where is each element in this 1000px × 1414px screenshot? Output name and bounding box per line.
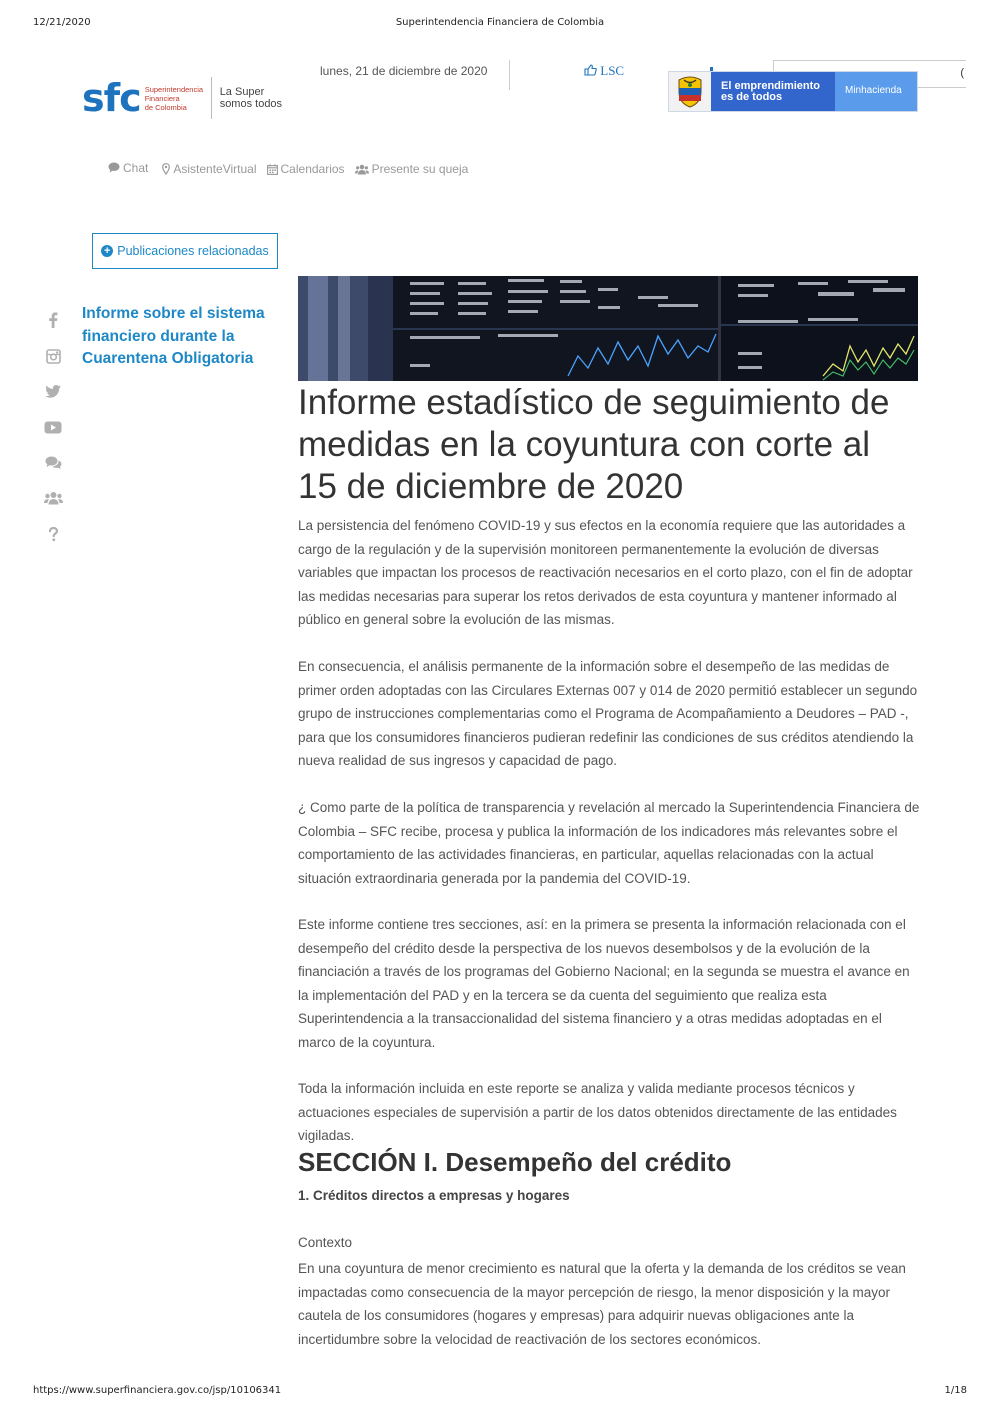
- paragraph-intro: La persistencia del fenómeno COVID-19 y sus efectos en la economía requiere que las autoridades a cargo de la regulación y de la supervisión monitoreen permanentemente la evolución de diversas variables que impactan los procesos de reactivación necesarios en el corto plazo, con el fin de adoptar las medidas necesarias para superar los retos derivados de esta coyuntura y mantener informado al público en general sobre la evolución de las mismas.: [298, 518, 913, 627]
- current-date: lunes, 21 de diciembre de 2020: [320, 64, 488, 78]
- logo-tagline-line-1: La Super: [219, 86, 265, 98]
- paragraph-consequence: En consecuencia, el análisis permanente de la información sobre el desempeño de las medidas de primer orden adoptadas con las Circulares Externas 007 y 014 de 2020 permitió establecer un segundo grupo de instrucciones complementarias como el Programa de Acompañamiento a Deudores – PAD -, para que los consumidores financieros pudieran redefinir las condiciones de sus créditos atendiendo la nueva realidad de sus ingresos y capacidad de pago.: [298, 659, 918, 768]
- logo-tagline-line-2: somos todos: [219, 98, 283, 110]
- gov-slogan-line-1: El emprendimiento: [721, 80, 821, 92]
- print-page-title: Superintendencia Financiera de Colombia: [395, 17, 605, 28]
- twitter-icon[interactable]: [42, 381, 64, 401]
- stock-ticker-banner-image: [298, 276, 918, 381]
- comments-icon[interactable]: [42, 453, 64, 473]
- paragraph-context: En una coyuntura de menor crecimiento es natural que la oferta y la demanda de los créditos se vean impactadas como consecuencia de la mayor percepción de riesgo, la menor disposición y la mayor cautela de los consumidores (hogares y empresas) para adquirir nuevas obligaciones ante la incertidumbre sobre la velocidad de reactivación de los sectores económicos.: [298, 1261, 906, 1347]
- logo-divider: [211, 77, 212, 119]
- users-icon: [355, 164, 369, 175]
- government-banner[interactable]: [668, 71, 918, 112]
- article-title: Informe estadístico de seguimiento de medidas en la coyuntura con corte al 15 de diciembre de 2020: [298, 383, 890, 506]
- complaint-link[interactable]: [355, 162, 469, 176]
- plus-circle-icon: +: [101, 245, 113, 257]
- print-url: https://www.superfinanciera.gov.co/jsp/10106341: [33, 1385, 282, 1396]
- related-publications-button[interactable]: [92, 233, 278, 269]
- calendar-icon: [267, 164, 278, 175]
- question-icon[interactable]: [42, 524, 64, 544]
- search-partial-text: (: [960, 67, 964, 79]
- youtube-icon[interactable]: [42, 417, 64, 437]
- logo-subtitle: [145, 85, 209, 112]
- thumbs-up-icon: [584, 64, 597, 76]
- assistant-label: AsistenteVirtual: [173, 162, 257, 176]
- chat-icon: [108, 162, 120, 173]
- assistant-link[interactable]: [162, 162, 256, 176]
- paragraph-validation: Toda la información incluida en este reporte se analiza y valida mediante procesos técnicos y actuaciones especiales de supervisión a partir de los datos obtenidos directamente de las entidades vigiladas.: [298, 1081, 897, 1143]
- sfc-logo[interactable]: [82, 76, 282, 120]
- gov-slogan: [711, 72, 835, 111]
- header-divider: [509, 60, 510, 90]
- lsc-label: LSC: [600, 63, 625, 78]
- subsection-heading: 1. Créditos directos a empresas y hogares: [298, 1188, 570, 1203]
- logo-sub-line-2: Financiera: [144, 93, 180, 103]
- print-page-number: 1/18: [944, 1385, 967, 1396]
- logo-sub-line-3: de Colombia: [144, 102, 187, 112]
- paragraph-transparency: ¿ Como parte de la política de transparencia y revelación al mercado la Superintendencia Financiera de Colombia – SFC recibe, procesa y publica la información de los indicadores más relevantes sobre el comportamiento de las actividades financieras, en particular, aquellas relacionadas con la actual situación extraordinaria generada por la pandemia del COVID-19.: [298, 800, 920, 886]
- map-marker-icon: [162, 163, 170, 175]
- logo-sub-line-1: Superintendencia: [144, 84, 204, 94]
- gov-slogan-line-2: es de todos: [721, 91, 783, 103]
- calendars-label: Calendarios: [280, 162, 345, 176]
- calendars-link[interactable]: [267, 162, 345, 176]
- logo-sfc-text: sfc: [82, 76, 141, 120]
- logo-tagline: [220, 86, 282, 110]
- section-title: SECCIÓN I. Desempeño del crédito: [298, 1147, 732, 1177]
- facebook-icon[interactable]: [42, 310, 64, 330]
- users-icon[interactable]: [42, 488, 64, 508]
- quick-links: [108, 162, 468, 176]
- chat-label: Chat: [123, 160, 149, 175]
- ministry-label: Minhacienda: [835, 72, 917, 111]
- print-date: 12/21/2020: [33, 17, 91, 28]
- context-label: Contexto: [298, 1235, 353, 1250]
- colombia-seal-icon: [669, 72, 711, 111]
- complaint-label: Presente su queja: [371, 162, 469, 176]
- paragraph-sections: Este informe contiene tres secciones, así: en la primera se presenta la información relacionada con el desempeño del crédito desde la perspectiva de los nuevos desembolsos y de la evolución de la financiación a través de los programas del Gobierno Nacional; en la segunda se muestra el avance en la implementación del PAD y en la tercera se da cuenta del seguimiento que realiza esta Superintendencia a la transaccionalidad del sistema financiero y a otras medidas adoptadas en el marco de la coyuntura.: [298, 917, 910, 1050]
- related-publications-label: Publicaciones relacionadas: [117, 244, 269, 258]
- chat-link[interactable]: [108, 161, 148, 175]
- instagram-icon[interactable]: [42, 346, 64, 366]
- lsc-link[interactable]: [584, 63, 624, 79]
- related-article-link[interactable]: Informe sobre el sistema financiero durante la Cuarentena Obligatoria: [82, 305, 265, 367]
